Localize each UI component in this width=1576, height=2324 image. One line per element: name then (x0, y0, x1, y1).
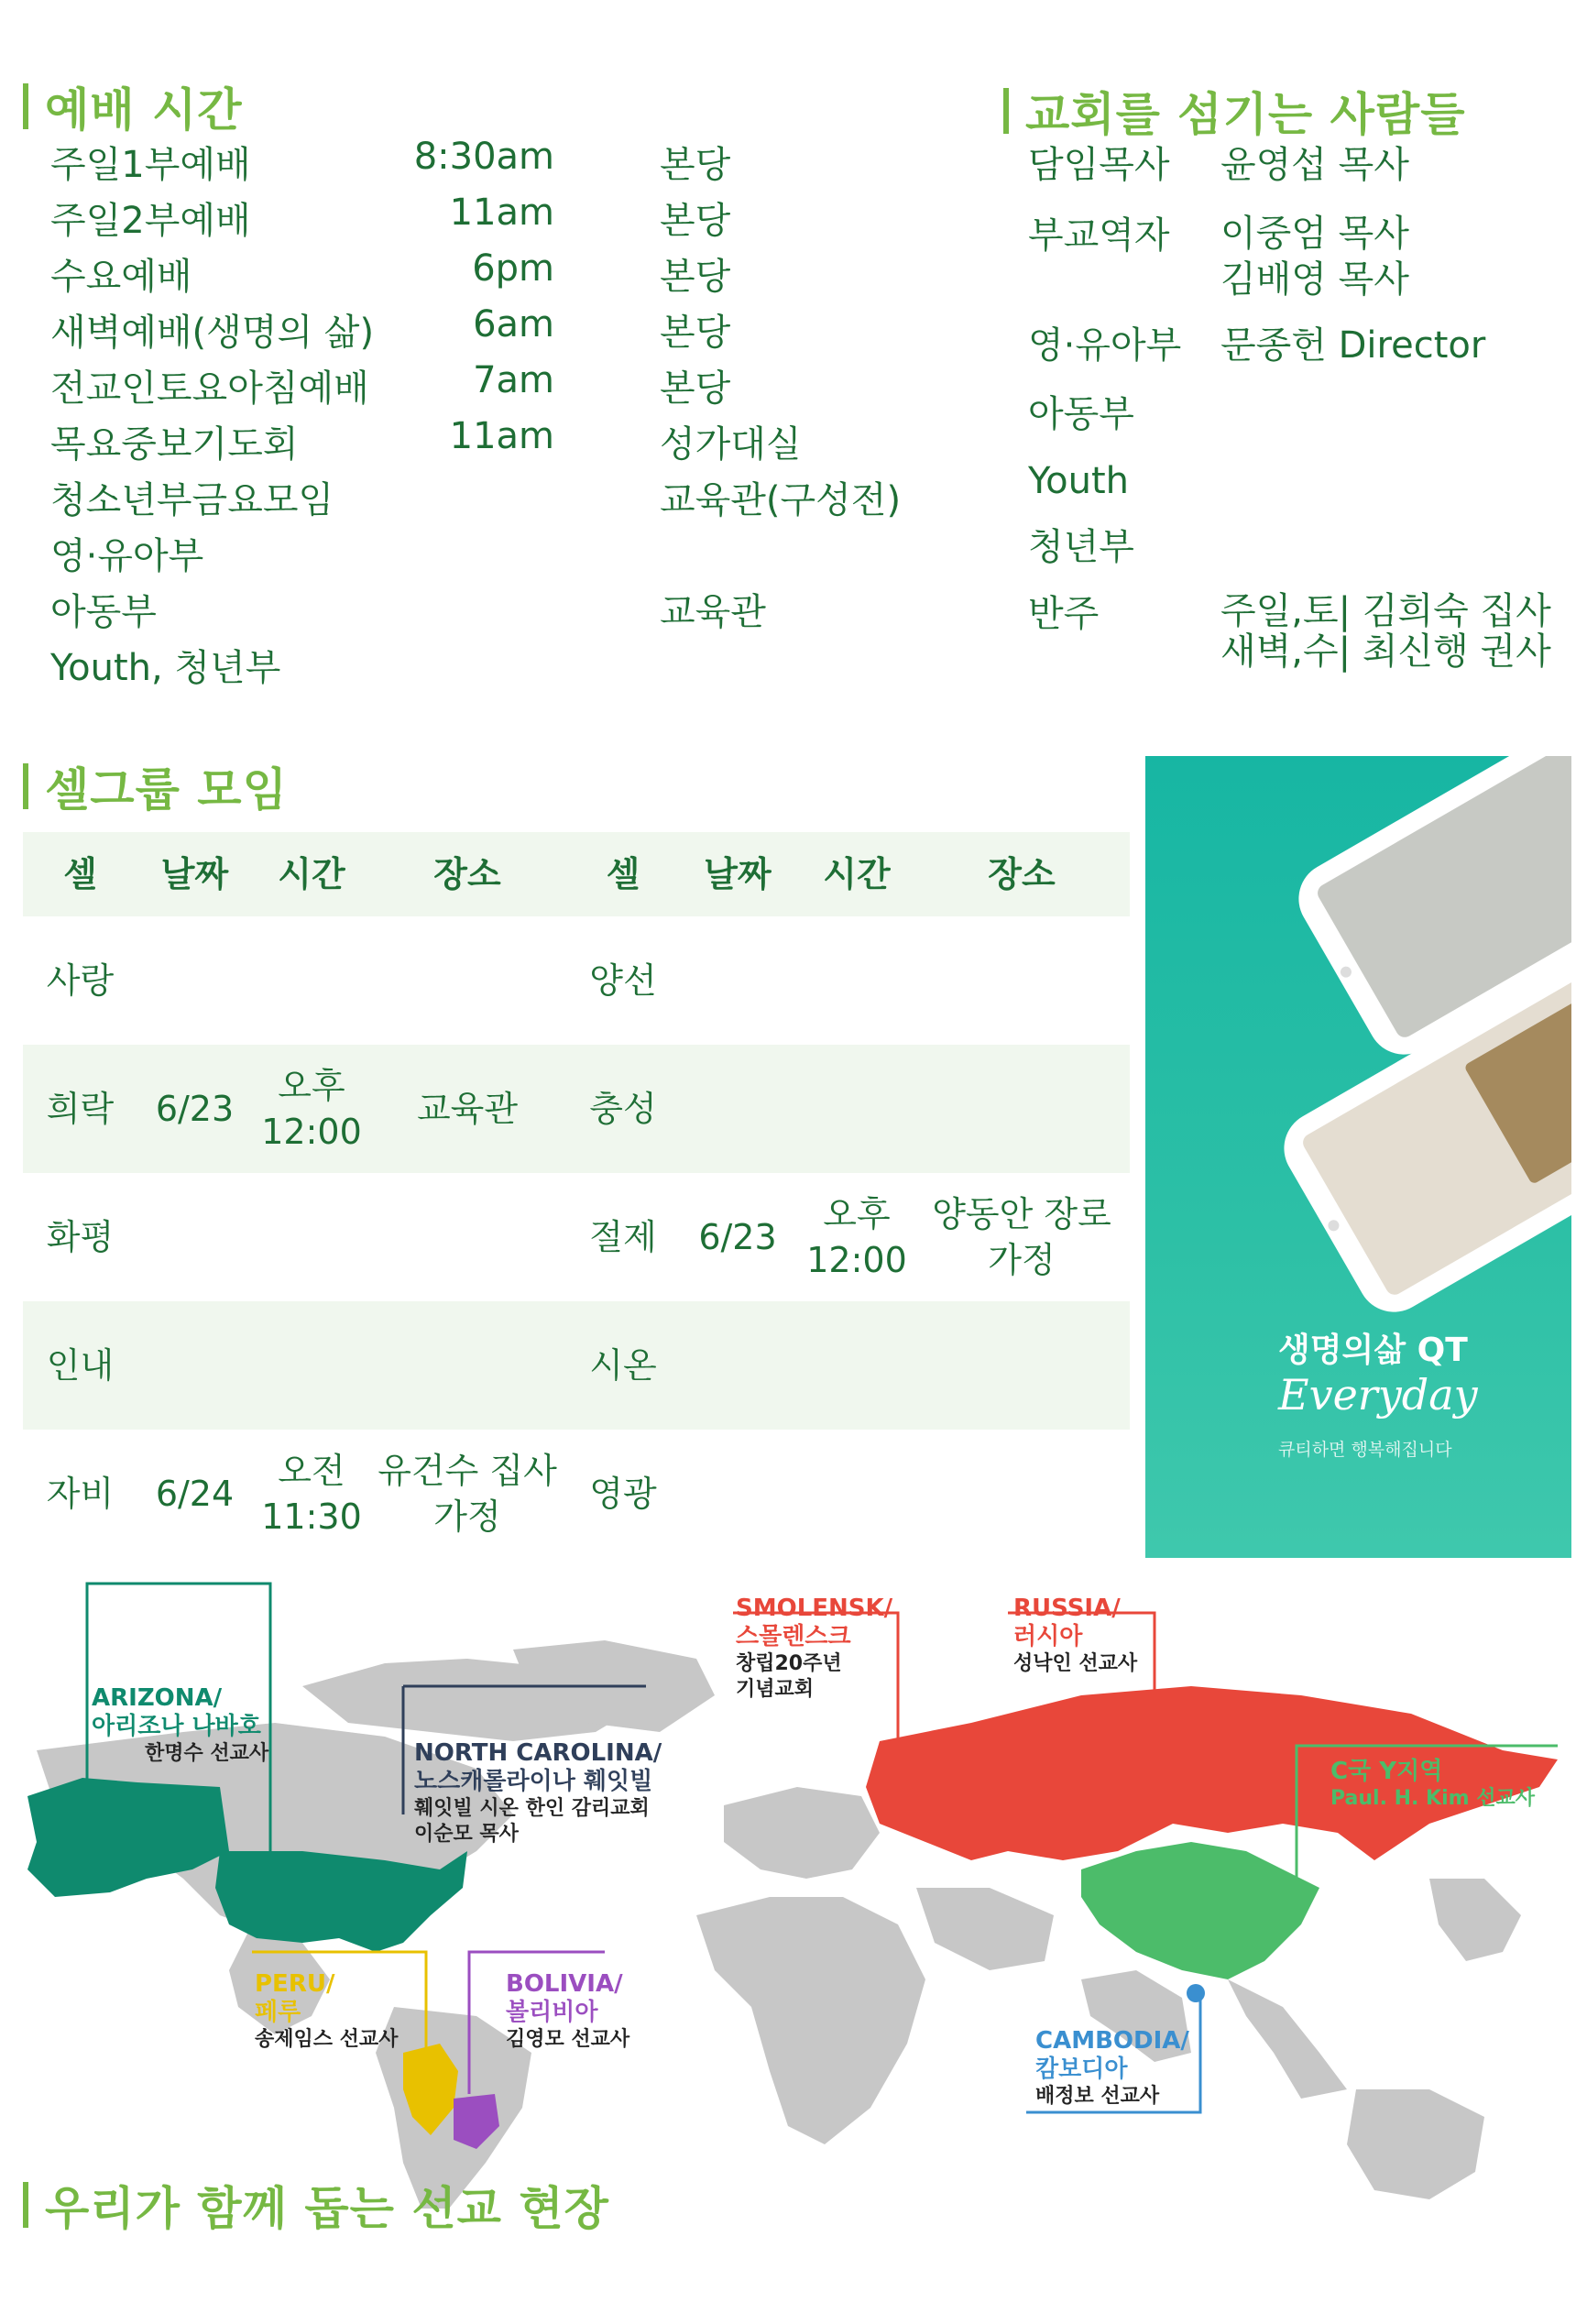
heading-bar (23, 83, 28, 129)
table-cell (252, 1301, 371, 1430)
header-cell: 장소 (433, 854, 501, 894)
mission-label-cambodia (1035, 2027, 1189, 2110)
table-cell (793, 1430, 921, 1558)
servant-name: 윤영섭 목사 (1220, 144, 1409, 186)
header-cell: 날짜 (160, 854, 229, 894)
table-cell: 오후 12:00 (261, 1066, 362, 1152)
cambodia-marker (1187, 1984, 1205, 2002)
table-cell (683, 916, 793, 1045)
site-name: CAMBODIA/ 캄보디아 (1035, 2027, 1189, 2083)
table-cell: 6/24 (155, 1474, 235, 1514)
table-cell (137, 1173, 252, 1301)
service-name: 청소년부금요모임 (50, 479, 334, 521)
table-cell: 양동안 장로 가정 (932, 1194, 1111, 1280)
mission-label-russia (1013, 1595, 1137, 1677)
mission-title: 우리가 함께 돕는 선교 현장 (45, 2182, 609, 2235)
mission-label-bolivia (506, 1970, 629, 2053)
service-time: 6am (473, 303, 554, 345)
table-row (23, 916, 1130, 1045)
mission-label-c (1330, 1758, 1535, 1812)
table-cell (683, 1430, 793, 1558)
service-time: 11am (449, 192, 554, 234)
service-place: 본당 (660, 312, 731, 354)
service-name: 수요예배 (50, 256, 192, 298)
service-name: 주일2부예배 (50, 200, 251, 242)
table-cell: 6/23 (155, 1089, 235, 1129)
cell-heading (23, 753, 288, 819)
servant-name: 이중엄 목사 김배영 목사 (1220, 213, 1409, 301)
table-cell (921, 916, 1122, 1045)
servant-role: 청년부 (1028, 526, 1134, 568)
service-time: 6pm (472, 247, 554, 290)
table-cell (252, 916, 371, 1045)
table-cell: 절제 (589, 1217, 657, 1257)
service-time: 8:30am (413, 136, 554, 178)
table-cell (921, 1301, 1122, 1430)
table-cell: 희락 (46, 1089, 115, 1129)
site-missionary: 송제임스 선교사 (255, 2028, 399, 2051)
heading-bar (23, 2182, 28, 2228)
mission-label-smolensk (736, 1595, 892, 1703)
table-cell (921, 1430, 1122, 1558)
servant-name: 문종헌 Director (1220, 324, 1486, 367)
header-cell: 셀 (606, 854, 640, 894)
table-cell (793, 1301, 921, 1430)
site-name: SMOLENSK/ 스몰렌스크 (736, 1595, 893, 1650)
table-row (23, 1173, 1130, 1301)
header-cell: 시간 (823, 854, 891, 894)
service-time: 7am (473, 359, 554, 401)
service-name: 전교인토요아침예배 (50, 367, 369, 410)
site-missionary: Paul. H. Kim 선교사 (1330, 1787, 1535, 1810)
servant-role: 아동부 (1028, 393, 1134, 435)
site-missionary: 성낙인 선교사 (1013, 1652, 1138, 1675)
table-cell (371, 916, 564, 1045)
table-cell: 양선 (589, 960, 657, 1001)
site-name: PERU/ 페루 (255, 1970, 335, 2026)
service-place: 본당 (660, 367, 731, 410)
mission-heading (23, 2172, 609, 2238)
servant-role: 부교역자 (1028, 214, 1170, 257)
site-name: BOLIVIA/ 볼리비아 (506, 1970, 623, 2026)
table-cell: 인내 (46, 1345, 115, 1386)
mission-label-arizona (92, 1684, 268, 1767)
service-place: 성가대실 (660, 423, 802, 466)
table-cell: 화평 (46, 1217, 115, 1257)
header-cell: 날짜 (704, 854, 772, 894)
table-cell (137, 1301, 252, 1430)
table-cell (252, 1173, 371, 1301)
header-cell: 시간 (278, 854, 345, 894)
table-cell: 충성 (589, 1089, 657, 1129)
service-place: 교육관(구성전) (660, 479, 902, 521)
service-place: 본당 (660, 200, 731, 242)
site-missionary: 창립20주년 기념교회 (736, 1652, 842, 1701)
service-place: 본당 (660, 256, 731, 298)
servants-title: 교회를 섬기는 사람들 (1025, 88, 1466, 141)
header-cell: 셀 (63, 854, 97, 894)
table-cell (371, 1173, 564, 1301)
site-name: NORTH CAROLINA/ 노스캐롤라이나 훼잇빌 (414, 1739, 662, 1795)
table-cell (683, 1301, 793, 1430)
service-name: 목요중보기도회 (50, 423, 299, 466)
table-cell: 6/23 (698, 1217, 777, 1257)
service-name: 주일1부예배 (50, 144, 251, 186)
servant-name: 주일,토| 김희숙 집사 새벽,수| 최신행 권사 (1220, 590, 1551, 673)
table-cell: 오후 12:00 (806, 1194, 907, 1280)
worship-heading (23, 73, 243, 139)
heading-bar (1003, 88, 1009, 134)
servant-role: 반주 (1028, 593, 1100, 635)
china-region (1081, 1842, 1319, 1979)
table-row (23, 1430, 1130, 1558)
service-time: 11am (449, 415, 554, 457)
table-cell: 자비 (46, 1474, 115, 1514)
service-name: 새벽예배(생명의 삶) (50, 312, 375, 354)
table-row (23, 1045, 1130, 1173)
qt-title: 생명의삶 QT (1278, 1332, 1468, 1369)
servants-heading (1003, 78, 1466, 144)
site-missionary: 한명수 선교사 (145, 1742, 269, 1765)
table-row (23, 1301, 1130, 1430)
service-name: 영·유아부 (50, 535, 204, 577)
heading-bar (23, 763, 28, 809)
mission-label-peru (255, 1970, 398, 2053)
site-name: ARIZONA/ 아리조나 나바호 (92, 1684, 261, 1740)
table-cell: 교육관 (416, 1089, 519, 1129)
table-cell (683, 1045, 793, 1173)
qt-tagline: 큐티하면 행복해집니다 (1278, 1440, 1452, 1460)
header-cell: 장소 (988, 854, 1056, 894)
table-cell (137, 916, 252, 1045)
table-cell: 영광 (589, 1474, 657, 1514)
service-place: 교육관 (660, 591, 766, 633)
service-place: 본당 (660, 144, 731, 186)
table-cell: 시온 (589, 1345, 657, 1386)
worship-title: 예배 시간 (45, 83, 243, 137)
table-cell (793, 916, 921, 1045)
qt-script: Everyday (1278, 1370, 1478, 1420)
table-header-row (23, 832, 1130, 916)
site-missionary: 김영모 선교사 (506, 2028, 630, 2051)
qt-advertisement[interactable] (1145, 756, 1571, 1558)
table-cell (793, 1045, 921, 1173)
site-name: C국 Y지역 (1330, 1758, 1443, 1785)
table-cell: 유건수 집사 가정 (378, 1451, 557, 1537)
servant-role: 영·유아부 (1028, 324, 1182, 367)
table-cell: 오전 11:30 (261, 1451, 362, 1537)
service-name: Youth, 청년부 (50, 647, 281, 689)
service-name: 아동부 (50, 591, 157, 633)
table-cell: 사랑 (46, 960, 115, 1001)
servant-role: 담임목사 (1028, 144, 1170, 186)
site-name: RUSSIA/ 러시아 (1013, 1595, 1121, 1650)
site-missionary: 훼잇빌 시온 한인 감리교회 이순모 목사 (414, 1797, 650, 1846)
servant-role: Youth (1028, 460, 1129, 502)
mission-label-nc (414, 1739, 662, 1847)
site-missionary: 배정보 선교사 (1035, 2085, 1160, 2108)
cell-title: 셀그룹 모임 (45, 763, 288, 817)
table-cell (371, 1301, 564, 1430)
table-cell (921, 1045, 1122, 1173)
